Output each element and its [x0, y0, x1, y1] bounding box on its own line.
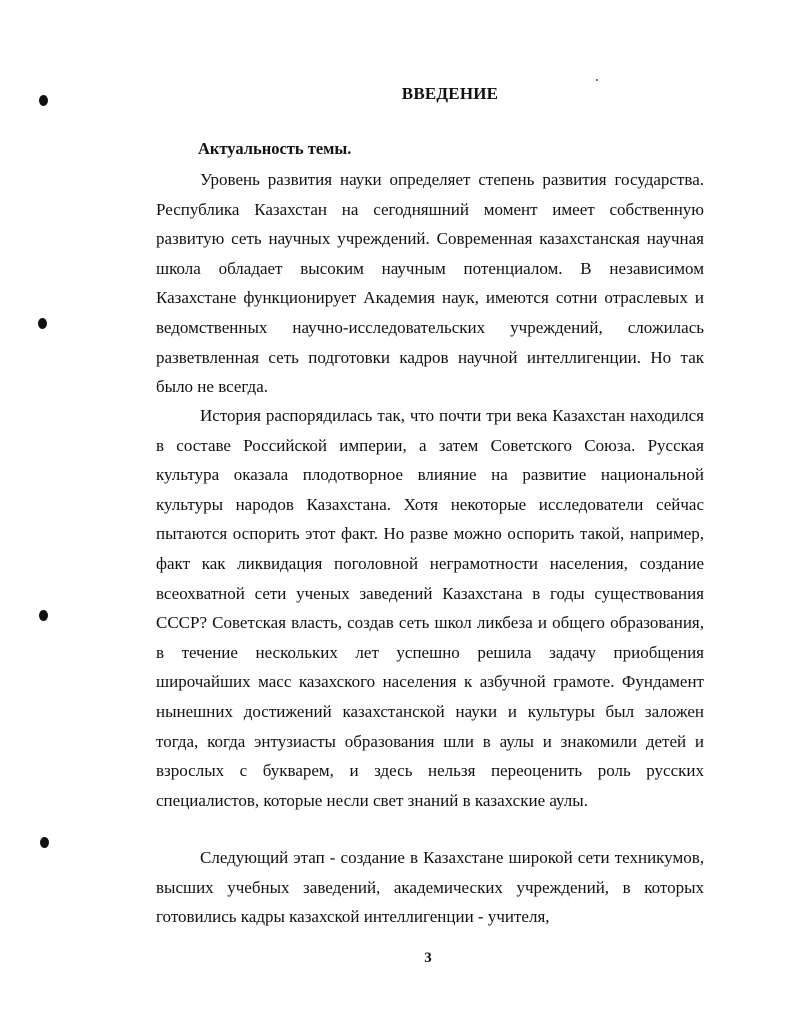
paragraph: История распорядилась так, что почти три века Казахстан находился в составе Российской империи, а затем Советского Союза. Русская культура оказала плодотворное влияние на развитие национальной культуры народов Казахстана. Хотя некоторые исследователи сейчас пытаются оспорить этот факт. Но разве можно оспорить такой, например, факт как ликвидация поголовной неграмотности населения, создание всеохватной сети ученых заведений Казахстана в годы существования СССР? Советская власть, создав сеть школ ликбеза и общего образования, в течение нескольких лет успешно решила задачу приобщения широчайших масс казахского населения к азбучной грамоте. Фундамент нынешних достижений казахстанской науки и культуры был заложен тогда, когда энтузиасты образования шли в аулы и знакомили детей и взрослых с букварем, и здесь нельзя переоценить роль русских специалистов, которые несли свет знаний в казахские аулы. — [156, 406, 704, 810]
punch-hole-mark — [38, 318, 47, 329]
page-title: ВВЕДЕНИЕ — [401, 84, 499, 103]
page-number: 3 — [424, 950, 432, 966]
punch-hole-mark — [39, 610, 48, 621]
section-heading: Актуальность темы. — [198, 139, 352, 158]
paragraph: Следующий этап - создание в Казахстане широкой сети техникумов, высших учебных заведений, академических учреждений, в которых готовились кадры казахской интеллигенции - учителя, — [156, 848, 704, 927]
paragraph: Уровень развития науки определяет степень развития государства. Республика Казахстан на сегодняшний момент имеет собственную развитую сеть научных учреждений. Современная казахстанская научная школа обладает высоким научным потенциалом. В независимом Казахстане функционирует Академия наук, имеются сотни отраслевых и ведомственных научно-исследовательских учреждений, сложилась разветвленная сеть подготовки кадров научной интеллигенции. Но так было не всегда. — [156, 170, 704, 397]
punch-hole-mark — [40, 837, 49, 848]
scan-speck — [596, 79, 598, 81]
